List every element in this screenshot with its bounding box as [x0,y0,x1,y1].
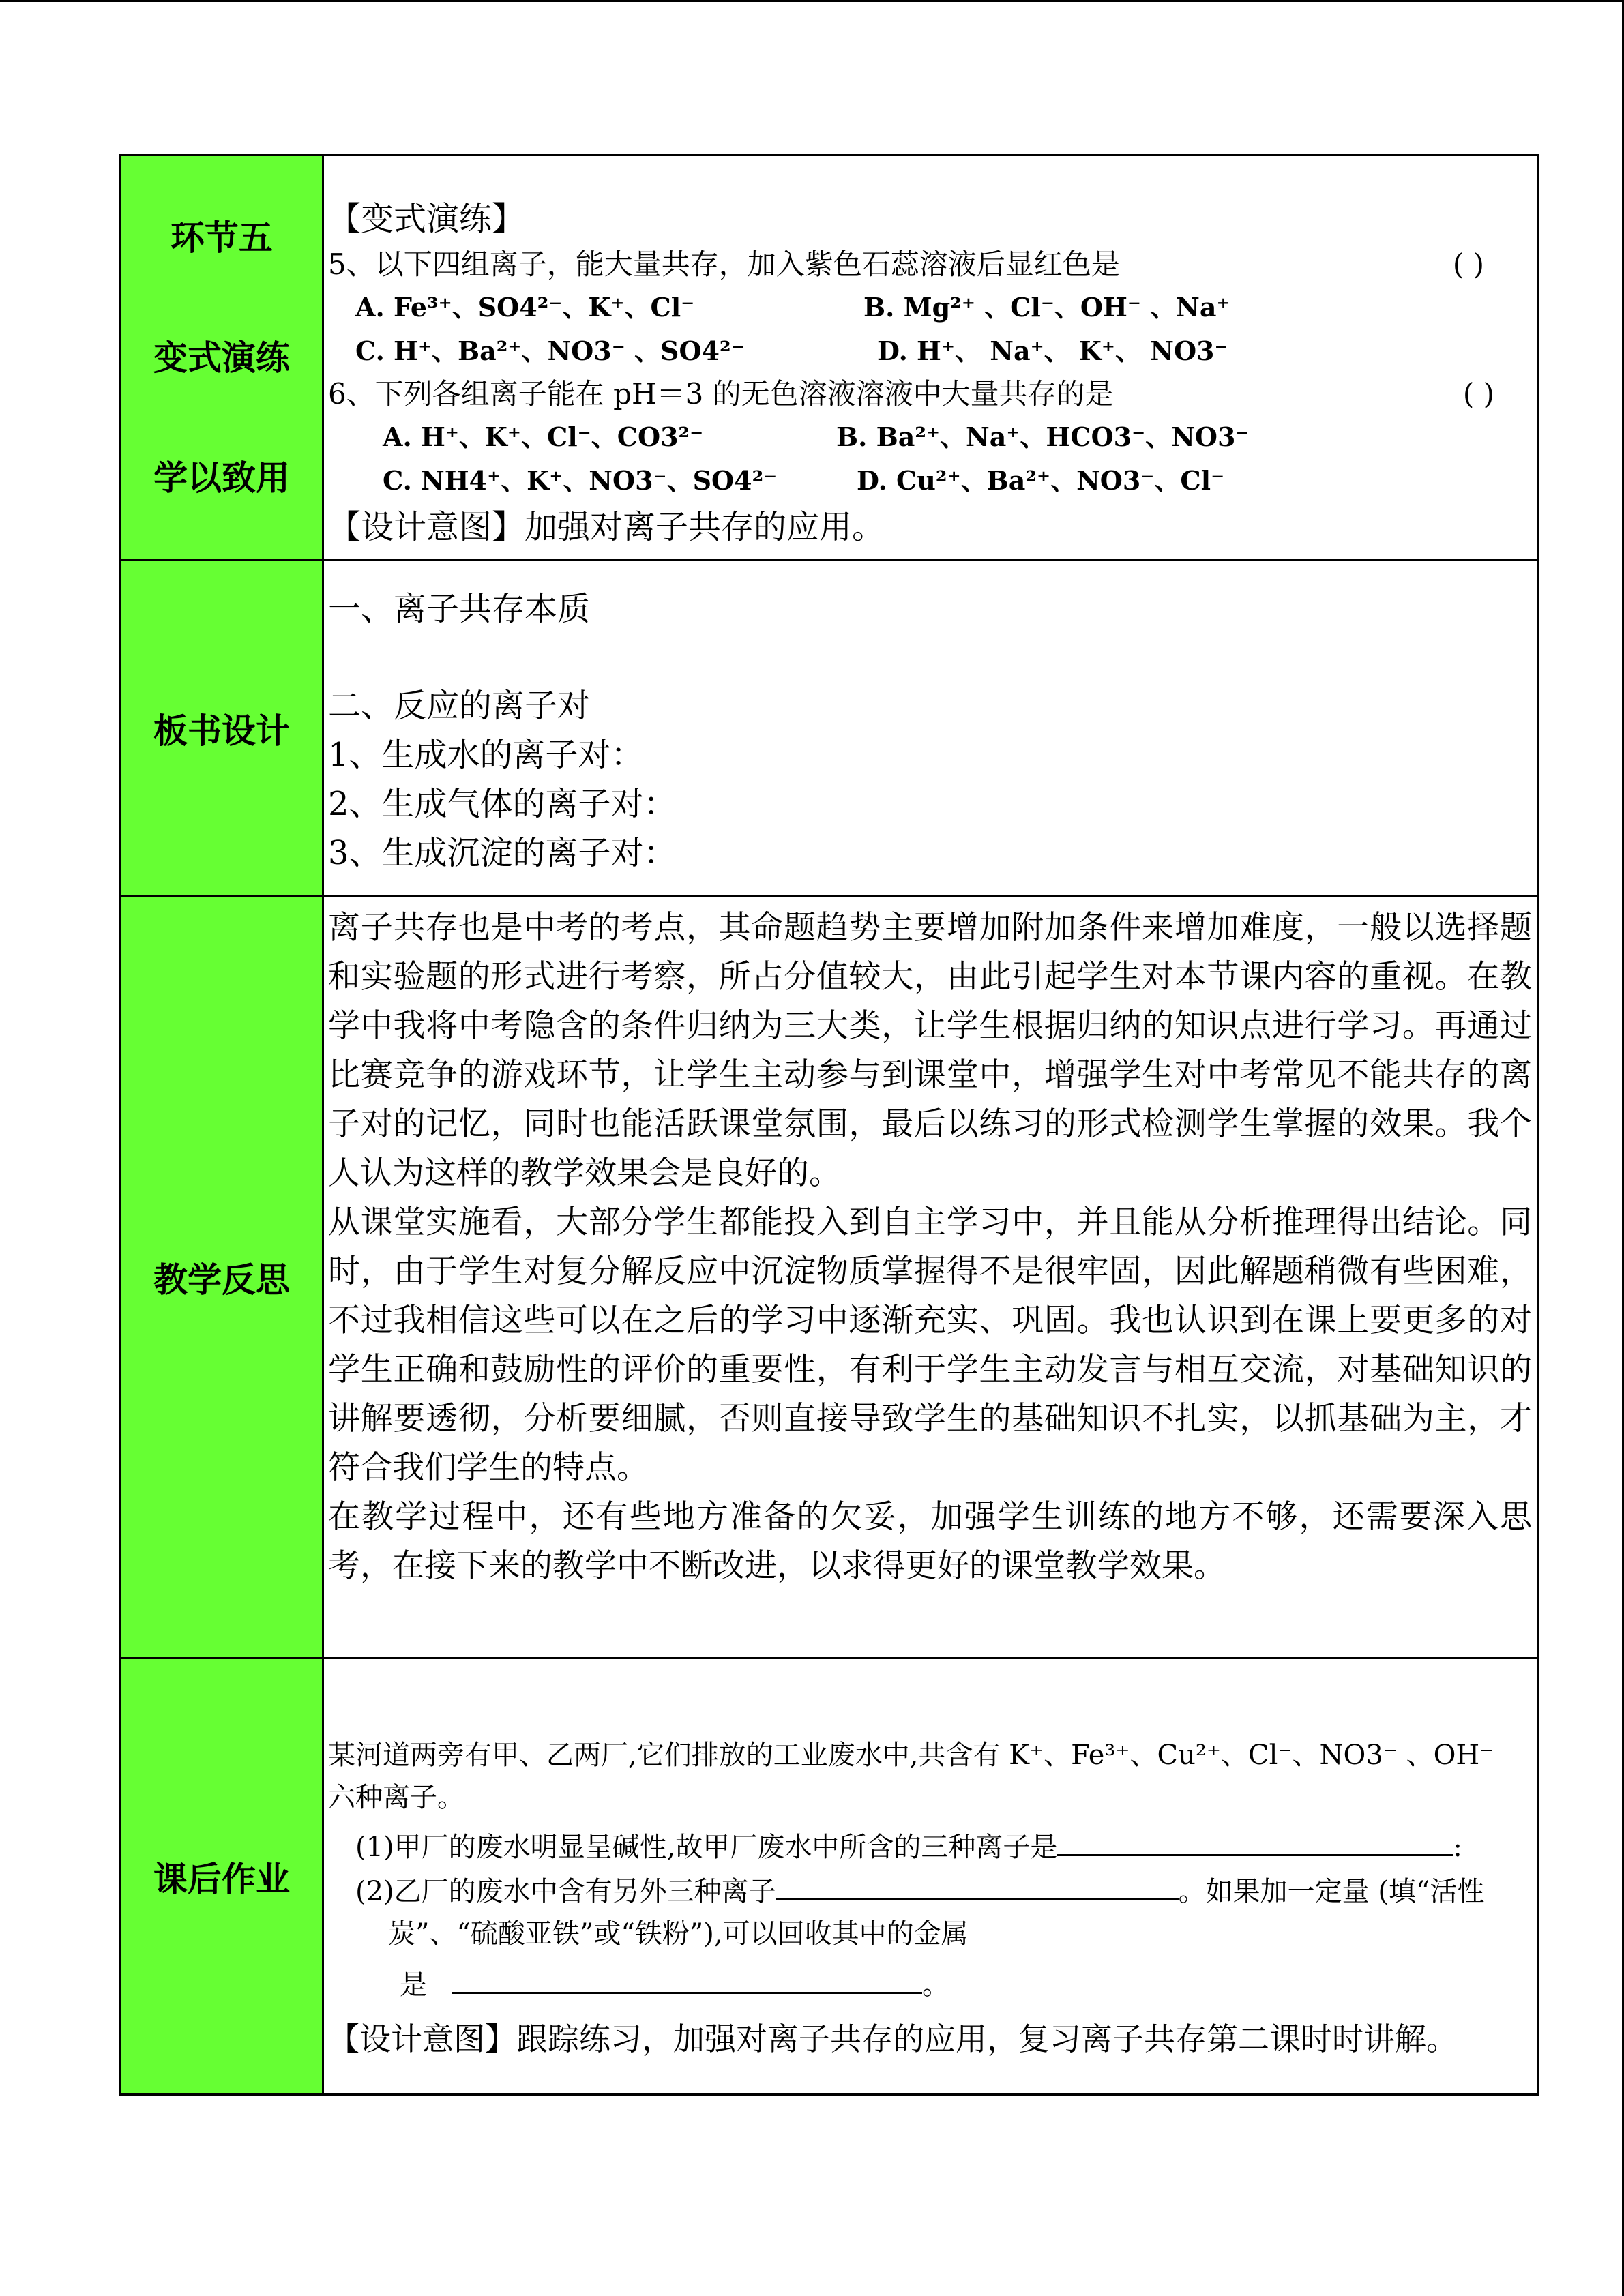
q5-stem [328,243,1532,286]
board-line-5: 3、生成沉淀的离子对： [328,834,677,872]
homework-q2-line-2: 炭”、“硫酸亚铁”或“铁粉”),可以回收其中的金属 [388,1918,969,1950]
lesson-plan-table [119,154,1539,2096]
q5-options-cd [328,329,1532,373]
homework-q1 [328,1824,1532,1868]
homework-q2-blank-2[interactable] [452,1962,922,1994]
row-section5 [121,155,1539,561]
board-line-3: 1、生成水的离子对： [328,736,644,774]
design-intent-5: 【设计意图】加强对离子共存的应用。 [328,508,885,546]
label-line-2: 变式演练 [153,338,290,378]
homework-q2-end: 。如果加一定量 (填“活性 [1178,1876,1485,1907]
homework-q2-blank-1[interactable] [776,1868,1179,1900]
q6-option-c: C. NH4⁺、K⁺、NO3⁻、SO4²⁻ [383,465,778,496]
q6-options-cd [328,459,1532,503]
label-homework: 课后作业 [121,1658,323,2095]
q6-option-a: A. H⁺、K⁺、Cl⁻、CO3²⁻ [383,421,704,452]
homework-q2-line-3 [328,1962,1532,2006]
label-board: 板书设计 [121,561,323,896]
content-reflection [323,896,1539,1658]
homework-q1-text: (1)甲厂的废水明显呈碱性,故甲厂废水中所含的三种离子是 [355,1832,1058,1863]
board-line-4: 2、生成气体的离子对： [328,785,677,823]
reflection-paragraph-3: 在教学过程中，还有些地方准备的欠妥，加强学生训练的地方不够，还需要深入思考，在接下来的教学中不断改进，以求得更好的课堂教学效果。 [328,1498,1532,1585]
homework-q2 [328,1868,1532,1913]
q6-options-ab [328,415,1532,459]
homework-q1-end: : [1453,1832,1462,1863]
reflection-paragraph-2: 从课堂实施看，大部分学生都能投入到自主学习中，并且能从分析推理得出结论。同时，由于学生对复分解反应中沉淀物质掌握得不是很牢固，因此解题稍微有些困难，不过我相信这些可以在之后的学习中逐渐充实、巩固。我也认识到在课上要更多的对学生正确和鼓励性的评价的重要性，有利于学生主动发言与相互交流，对基础知识的讲解要透彻，分析要细腻，否则直接导致学生的基础知识不扎实，以抓基础为主，才符合我们学生的特点。 [328,1204,1532,1487]
q6-option-b: B. Ba²⁺、Na⁺、HCO3⁻、NO3⁻ [836,421,1250,452]
q6-paren: ( ) [1462,377,1494,411]
label-line-3: 学以致用 [153,458,290,498]
q6-text: 6、下列各组离子能在 pH＝3 的无色溶液溶液中大量共存的是 [328,377,1114,411]
q5-text: 5、以下四组离子，能大量共存，加入紫色石蕊溶液后显红色是 [328,248,1120,281]
content-board [323,561,1539,896]
board-line-2: 二、反应的离子对 [328,687,591,725]
q5-option-a: A. Fe³⁺、SO4²⁻、K⁺、Cl⁻ [355,292,695,323]
reflection-paragraph-1: 离子共存也是中考的考点，其命题趋势主要增加附加条件来增加难度，一般以选择题和实验题的形式进行考察，所占分值较大，由此引起学生对本节课内容的重视。在教学中我将中考隐含的条件归纳为三大类，让学生根据归纳的知识点进行学习。再通过比赛竞争的游戏环节，让学生主动参与到课堂中，增强学生对中考常见不能共存的离子对的记忆，同时也能活跃课堂氛围，最后以练习的形式检测学生掌握的效果。我个人认为这样的教学效果会是良好的。 [328,909,1532,1192]
label-reflection: 教学反思 [121,896,323,1658]
homework-q2-text: (2)乙厂的废水中含有另外三种离子 [355,1876,776,1907]
homework-q1-blank[interactable] [1057,1824,1453,1856]
label-section5 [121,155,323,561]
q6-option-d: D. Cu²⁺、Ba²⁺、NO3⁻、Cl⁻ [857,465,1225,496]
content-section5 [323,155,1539,561]
q5-paren: ( ) [1452,248,1484,281]
board-line-1: 一、离子共存本质 [328,590,591,628]
q5-option-c: C. H⁺、Ba²⁺、NO3⁻ 、SO4²⁻ [355,336,745,366]
row-board [121,561,1539,896]
design-intent-homework: 【设计意图】跟踪练习，加强对离子共存的应用，复习离子共存第二课时时讲解。 [328,2021,1458,2057]
homework-intro-2: 六种离子。 [328,1782,464,1813]
q5-option-b: B. Mg²⁺ 、Cl⁻、OH⁻ 、Na⁺ [863,292,1230,323]
homework-intro-1: 某河道两旁有甲、乙两厂,它们排放的工业废水中,共含有 K⁺、Fe³⁺、Cu²⁺、Cl⁻、NO3⁻ 、OH⁻ [328,1740,1494,1771]
row-reflection [121,896,1539,1658]
homework-q2-line-3-start: 是 [400,1969,427,2001]
content-homework [323,1658,1539,2095]
q6-stem [328,373,1532,415]
page-top-border [0,0,1624,2]
q5-option-d: D. H⁺、 Na⁺、 K⁺、 NO3⁻ [877,336,1228,366]
section-heading: 【变式演练】 [328,200,525,238]
q5-options-ab [328,286,1532,329]
label-line-1: 环节五 [171,218,273,258]
homework-q2-line-3-end: 。 [922,1969,949,2001]
row-homework [121,1658,1539,2095]
